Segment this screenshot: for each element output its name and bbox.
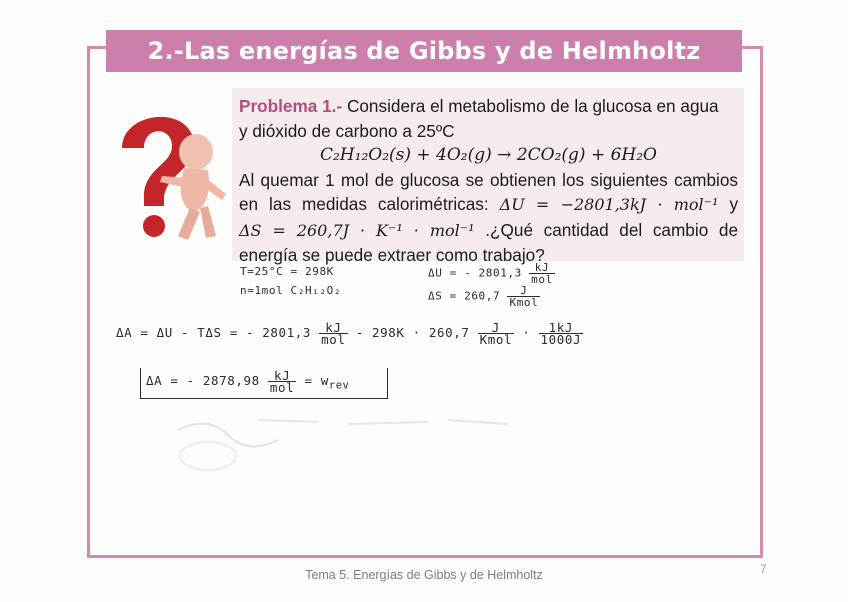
hw-delta-u-unit-num: kJ xyxy=(529,262,555,274)
hw-calc-conversion-den: 1000J xyxy=(540,332,582,347)
hw-calc-unit-1 xyxy=(319,322,347,345)
problem-line-5 xyxy=(239,192,738,218)
hw-calc-conversion xyxy=(539,322,584,345)
hw-result-value: ΔA = - 2878,98 xyxy=(146,373,260,388)
hw-delta-s-value: ΔS = 260,7 xyxy=(428,289,501,303)
hw-calc-unit-2-num: J xyxy=(478,322,515,334)
hw-result-unit-num: kJ xyxy=(268,370,296,382)
page-number: 7 xyxy=(760,562,767,576)
question-figure-icon xyxy=(108,100,238,250)
hw-moles: n=1mol C₂H₁₂O₂ xyxy=(240,284,342,297)
hw-result-unit xyxy=(268,370,296,393)
hw-result xyxy=(146,370,349,393)
problem-line-4: Al quemar 1 mol de glucosa se obtienen los siguientes cambios xyxy=(239,169,738,190)
problem-statement-box xyxy=(232,88,744,265)
hw-calc-conversion-num: 1kJ xyxy=(539,322,584,334)
problem-line-6 xyxy=(239,218,738,244)
problem-line-6-text: .¿Qué cantidad del cambio de xyxy=(485,219,739,240)
hw-delta-u-unit-den: mol xyxy=(531,273,553,286)
hw-calculation xyxy=(116,322,583,345)
hw-delta-u xyxy=(428,262,555,285)
hw-delta-s-unit-num: J xyxy=(507,285,540,297)
reaction-equation: C₂H₁₂O₂(s) + 4O₂(g) → 2CO₂(g) + 6H₂O xyxy=(319,145,657,165)
problem-line-2: y dióxido de carbono a 25ºC xyxy=(239,120,455,141)
hw-result-work-sub: rev xyxy=(328,379,350,392)
hw-result-unit-den: mol xyxy=(269,380,295,395)
hw-calc-unit-1-num: kJ xyxy=(319,322,347,334)
problem-line-1 xyxy=(239,94,738,119)
faint-bleed-through-marks xyxy=(168,410,528,480)
delta-u-value: ΔU = −2801,3kJ · mol⁻¹ xyxy=(499,195,719,214)
hw-result-work: = w xyxy=(304,373,329,388)
hw-calc-mid: - 298K · 260,7 xyxy=(355,325,470,340)
hw-calc-unit-1-den: mol xyxy=(321,332,346,347)
hw-delta-s-unit xyxy=(507,285,540,308)
hw-delta-u-value: ΔU = - 2801,3 xyxy=(428,266,522,280)
hw-calc-dot: · xyxy=(522,325,531,340)
problem-line-5-text: en las medidas calorimétricas: xyxy=(239,194,489,214)
hw-delta-s xyxy=(428,285,540,308)
footer-text: Tema 5. Energías de Gibbs y de Helmholtz xyxy=(305,568,543,582)
hw-calc-start: ΔA = ΔU - TΔS = - 2801,3 xyxy=(116,325,312,340)
hw-delta-s-unit-den: Kmol xyxy=(509,296,539,309)
hw-calc-unit-2-den: Kmol xyxy=(479,332,513,347)
hw-calc-unit-2 xyxy=(478,322,515,345)
slide-title: 2.-Las energías de Gibbs y de Helmholtz xyxy=(106,30,742,72)
hw-temperature: T=25°C = 298K xyxy=(240,265,334,278)
problem-line-1-text: Considera el metabolismo de la glucosa en agua xyxy=(342,96,719,116)
delta-s-value: ΔS = 260,7J · K⁻¹ · mol⁻¹ xyxy=(239,220,475,240)
problem-label: Problema 1.- xyxy=(239,96,343,116)
problem-line-5-end: y xyxy=(729,194,739,214)
problem-line-7: energía se puede extraer como trabajo? xyxy=(239,245,545,265)
hw-delta-u-unit xyxy=(529,262,555,285)
